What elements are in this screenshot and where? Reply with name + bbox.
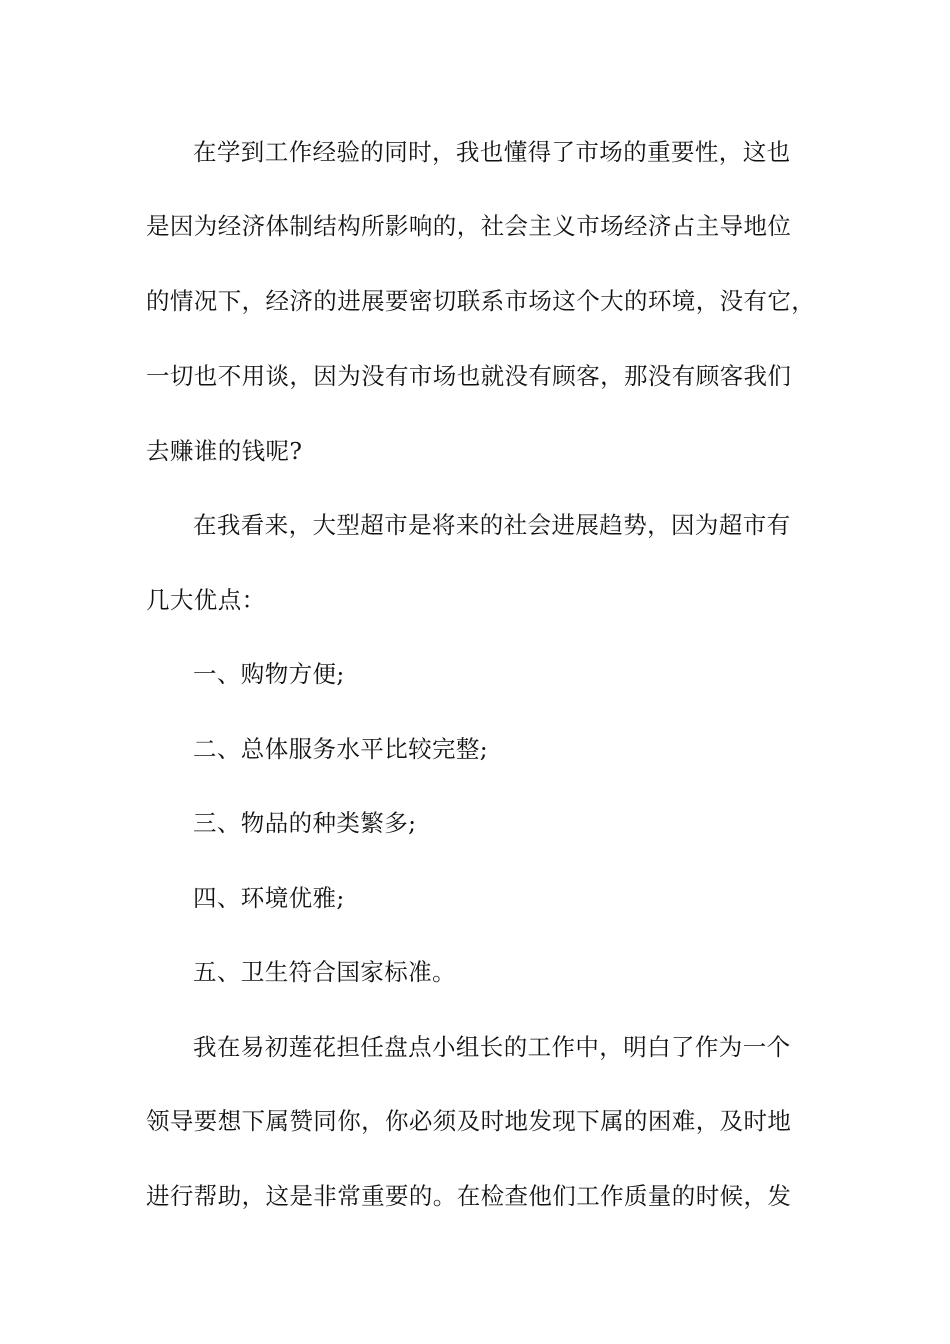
text-line: 去赚谁的钱呢?	[146, 437, 303, 465]
text-line: 在我看来，大型超市是将来的社会进展趋势，因为超市有	[193, 511, 791, 539]
list-item: 二、总体服务水平比较完整;	[193, 735, 489, 763]
text-line: 进行帮助，这是非常重要的。在检查他们工作质量的时候，发	[146, 1182, 792, 1210]
list-item: 五、卫生符合国家标准。	[193, 958, 456, 986]
list-item: 三、物品的种类繁多;	[193, 809, 417, 837]
text-line: 在学到工作经验的同时，我也懂得了市场的重要性，这也	[193, 138, 791, 166]
text-line: 一切也不用谈，因为没有市场也就没有顾客，那没有顾客我们	[146, 362, 792, 390]
text-line: 的情况下，经济的进展要密切联系市场这个大的环境，没有它，	[146, 287, 816, 315]
text-line: 我在易初莲花担任盘点小组长的工作中，明白了作为一个	[193, 1033, 791, 1061]
text-line: 领导要想下属赞同你，你必须及时地发现下属的困难，及时地	[146, 1107, 792, 1135]
text-line: 是因为经济体制结构所影响的，社会主义市场经济占主导地位	[146, 212, 792, 240]
list-item: 一、购物方便;	[193, 660, 345, 688]
list-item: 四、环境优雅;	[193, 884, 345, 912]
text-line: 几大优点：	[146, 586, 266, 614]
